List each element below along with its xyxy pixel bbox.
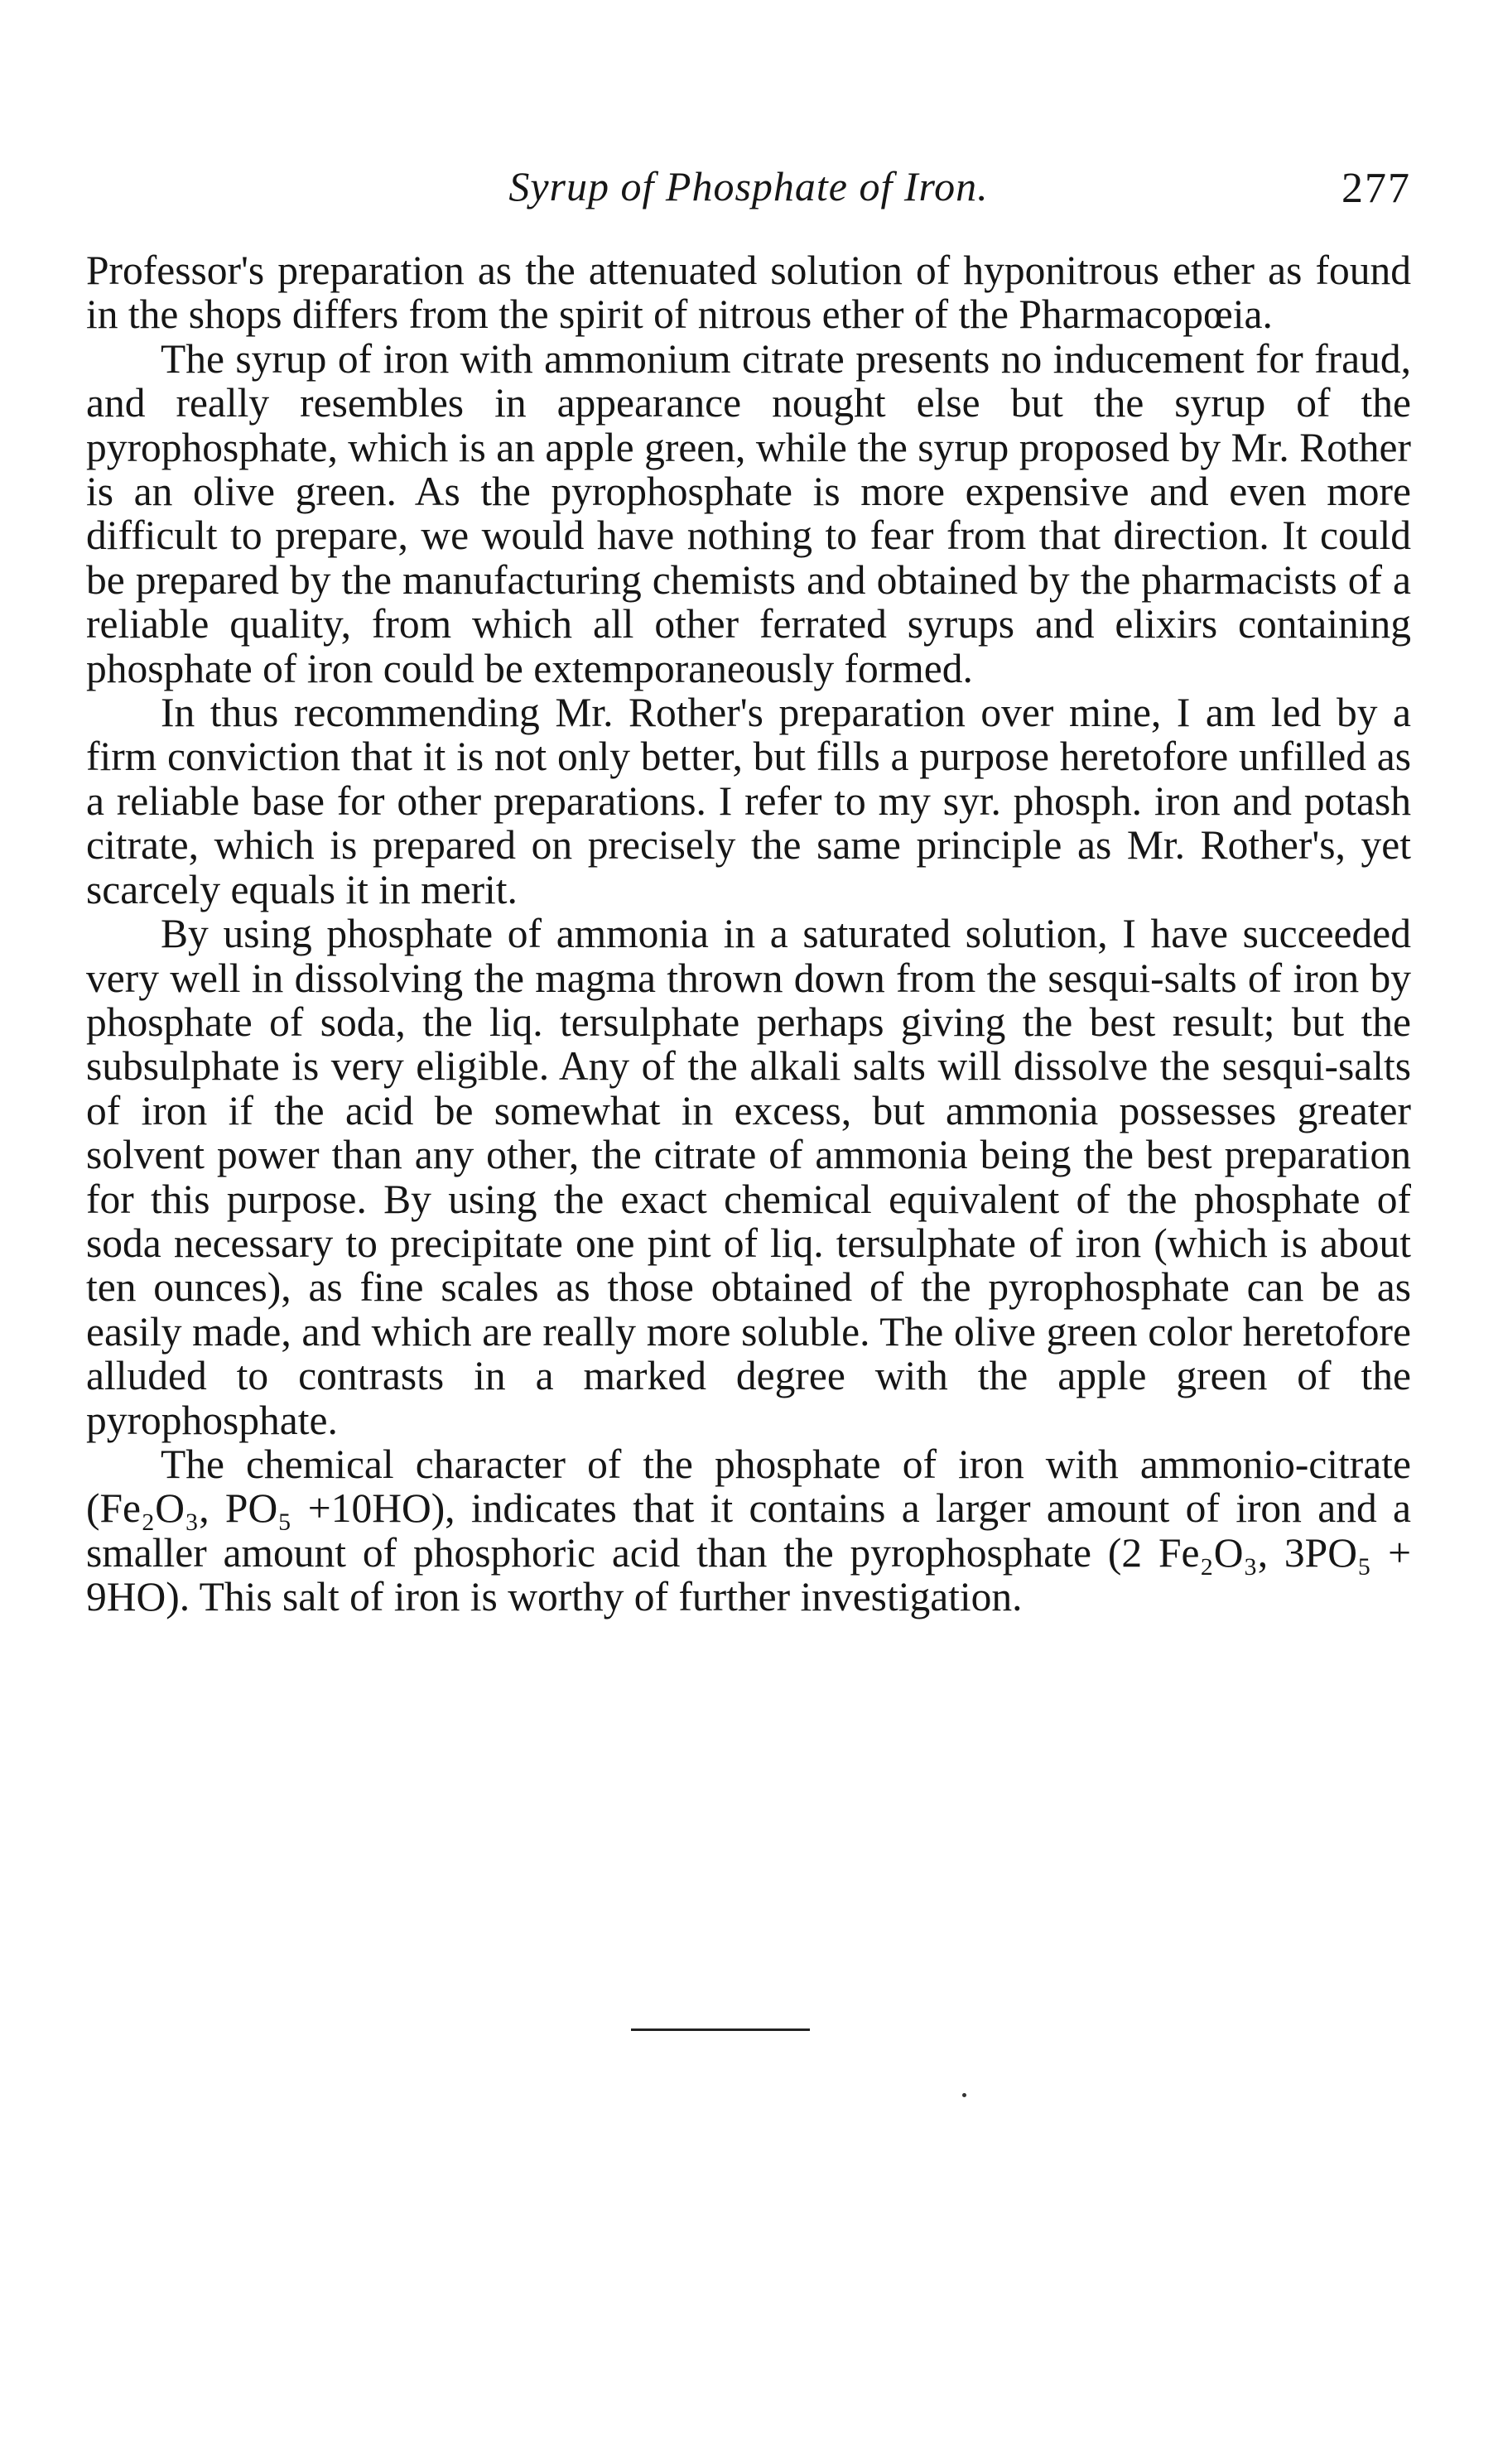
paragraph-5-intro: The chemical character of the phosphate of iron with ammonio-citrate ( (86, 1441, 1411, 1532)
body-text (86, 248, 1411, 1619)
running-title: Syrup of Phosphate of Iron. (508, 163, 989, 209)
paragraph-3: In thus recommending Mr. Rother's preparation over mine, I am led by a firm conviction that it is not only better, but fills a purpose heretofore unfilled as a reliable base for other preparations. I refer to my syr. phosph. iron and potash citrate, which is prepared on precisely the same principle as Mr. Rother's, yet scarcely equals it in merit. (86, 690, 1411, 912)
page-number: 277 (1341, 165, 1411, 212)
paragraph-5-end: ). This salt of iron is worthy of further investigation. (166, 1574, 1023, 1620)
print-speck (962, 2093, 966, 2097)
paragraph-1: Professor's preparation as the attenuated solution of hyponitrous ether as found in the shops differs from the spirit of nitrous ether of the Pharmacopœia. (86, 248, 1411, 338)
paragraph-4: By using phosphate of ammonia in a saturated solution, I have succeeded very well in dissolving the magma thrown down from the sesqui-salts of iron by phosphate of soda, the liq. tersulphate perhaps giving the best result; but the subsulphate is very eligible. Any of the alkali salts will dissolve the sesqui-salts of iron if the acid be somewhat in excess, but ammonia possesses greater solvent power than any other, the citrate of ammonia being the best preparation for this purpose. By using the exact chemical equivalent of the phosphate of soda necessary to precipitate one pint of liq. tersulphate of iron (which is about ten ounces), as fine scales as those obtained of the pyrophosphate can be as easily made, and which are really more soluble. The olive green color heretofore alluded to contrasts in a marked degree with the apple green of the pyrophosphate. (86, 911, 1411, 1443)
chemical-formula: 2 Fe₂O₃, 3PO₅ + 9HO (86, 1529, 1411, 1620)
section-end-rule (631, 2028, 810, 2031)
paragraph-5-middle: ), indicates that it contains a larger amount of iron and a smaller amount of phosphoric acid than the pyrophosphate ( (86, 1485, 1411, 1576)
paragraph-2: The syrup of iron with ammonium citrate presents no inducement for fraud, and really resembles in appearance nought else but the syrup of the pyrophosphate, which is an apple green, while the syrup proposed by Mr. Rother is an olive green. As the pyrophosphate is more expensive and even more difficult to prepare, we would have nothing to fear from that direction. It could be prepared by the manufacturing chemists and obtained by the pharmacists of a reliable quality, from which all other ferrated syrups and elixirs containing phosphate of iron could be extemporaneously formed. (86, 335, 1411, 691)
paragraph-5 (86, 1442, 1411, 1619)
running-header (86, 162, 1411, 220)
chemical-formula: Fe₂O₃, PO₅ +10HO (99, 1485, 431, 1532)
